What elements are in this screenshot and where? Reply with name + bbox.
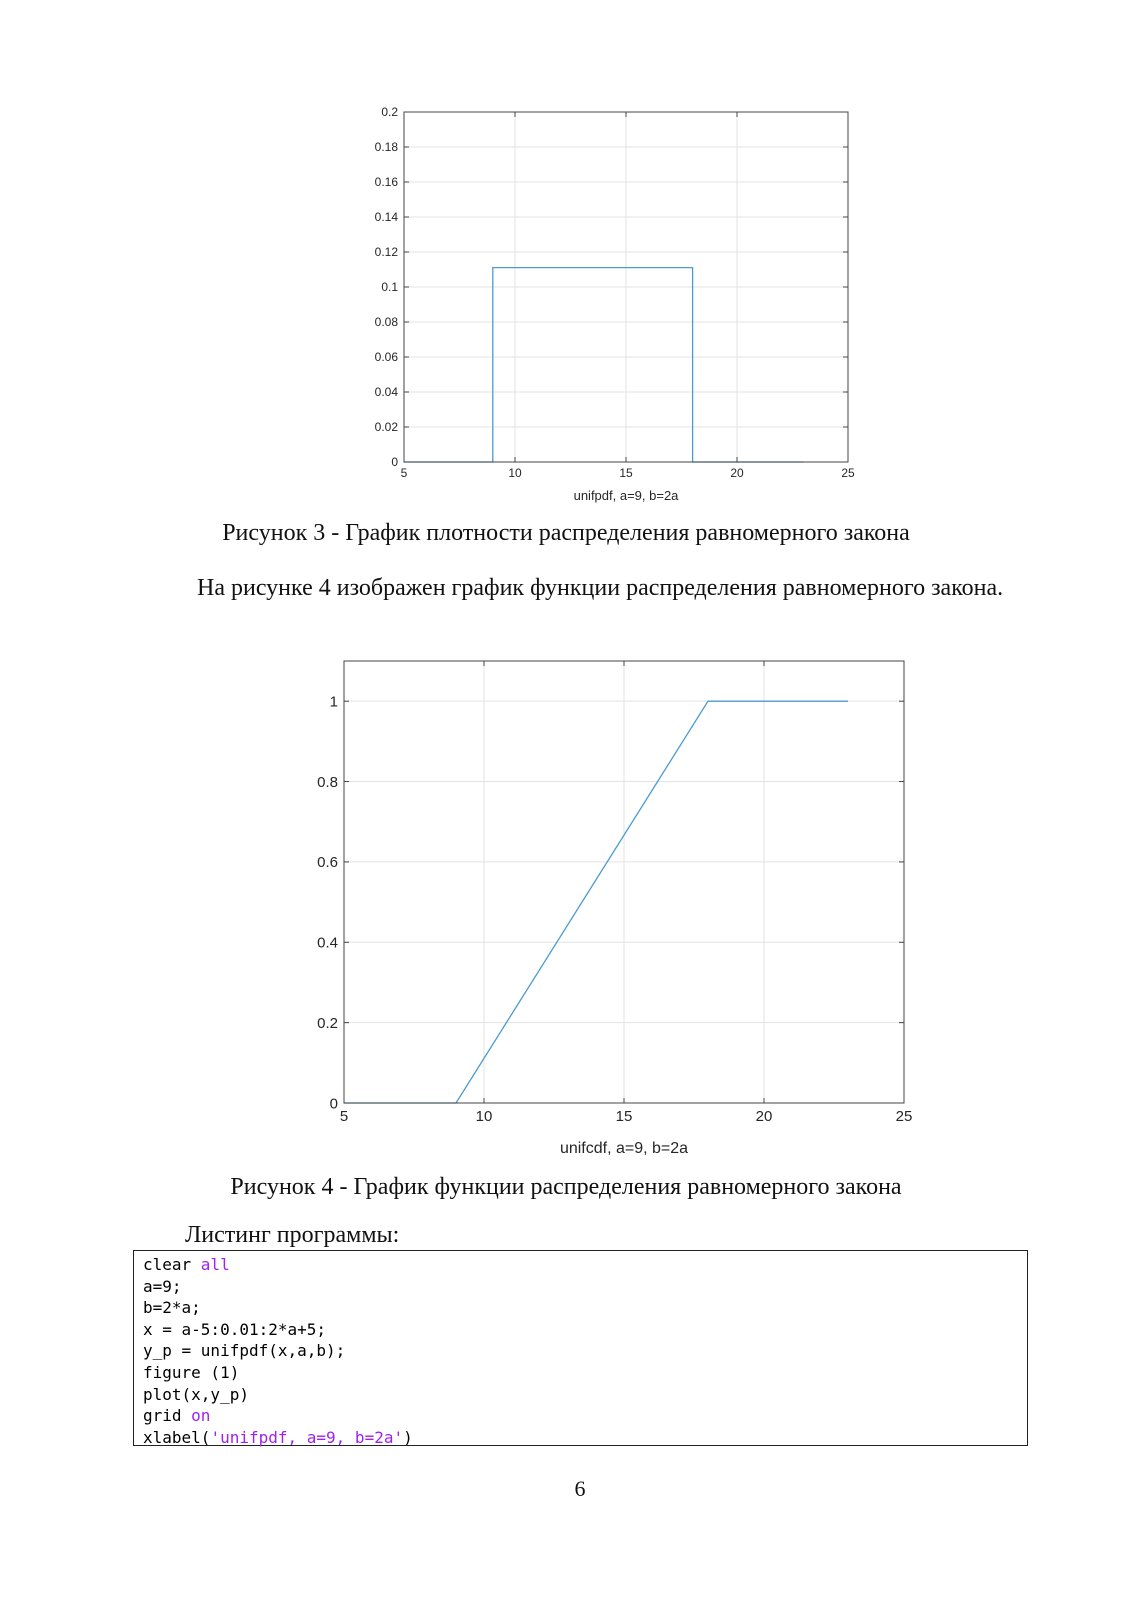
code-text: ) (403, 1427, 413, 1447)
x-tick-label: 10 (508, 466, 522, 480)
code-text: x = a-5:0.01:2*a+5; (143, 1319, 327, 1339)
y-tick-label: 1 (329, 693, 338, 711)
code-text: b=2*a; (143, 1298, 201, 1318)
code-text: grid (143, 1406, 192, 1426)
y-tick-label: 0.08 (374, 315, 398, 330)
code-text: xlabel( (143, 1427, 211, 1447)
y-tick-label: 0.14 (374, 210, 398, 225)
y-tick-label: 0 (329, 1095, 338, 1113)
figure-4-cdf-chart (0, 640, 1132, 1165)
x-tick-label: 20 (730, 466, 744, 480)
x-tick-label: 20 (755, 1108, 773, 1125)
code-line (143, 1297, 1018, 1319)
code-text: a=9; (143, 1276, 182, 1296)
figure-4-caption: Рисунок 4 - График функции распределения равномерного закона (230, 1174, 902, 1200)
body-paragraph (133, 566, 1029, 610)
x-tick-label: 15 (619, 466, 633, 480)
x-tick-label: 25 (841, 466, 855, 480)
page-number: 6 (574, 1476, 586, 1501)
code-line (143, 1362, 1018, 1384)
code-listing (133, 1250, 1028, 1446)
listing-title: Листинг программы: (185, 1222, 400, 1248)
y-tick-label: 0.02 (374, 420, 398, 435)
y-tick-label: 0.2 (317, 1014, 338, 1032)
figure-3-caption: Рисунок 3 - График плотности распределения равномерного закона (222, 520, 910, 546)
code-text: figure (1) (143, 1362, 240, 1382)
x-tick-label: 5 (400, 466, 408, 480)
code-line (143, 1254, 1018, 1276)
y-tick-label: 0.04 (374, 385, 398, 400)
code-line (143, 1276, 1018, 1298)
y-tick-label: 0.2 (381, 105, 398, 120)
y-tick-label: 0.16 (374, 175, 398, 190)
code-line (143, 1405, 1018, 1427)
code-text: plot(x,y_p) (143, 1384, 249, 1404)
x-tick-label: 10 (475, 1108, 493, 1125)
body-paragraph-text: На рисунке 4 изображен график функции распределения равномерного закона. (197, 575, 1004, 601)
code-line (143, 1340, 1018, 1362)
code-line (143, 1427, 1018, 1449)
y-tick-label: 0.06 (374, 350, 398, 365)
y-tick-label: 0.1 (381, 280, 398, 295)
y-tick-label: 0.4 (317, 934, 338, 952)
code-keyword: all (200, 1255, 230, 1274)
code-line (143, 1319, 1018, 1341)
y-tick-label: 0.12 (374, 245, 398, 260)
x-tick-label: 5 (339, 1108, 349, 1125)
code-text: y_p = unifpdf(x,a,b); (143, 1341, 346, 1361)
code-keyword: 'unifpdf, a=9, b=2a' (210, 1427, 404, 1447)
x-tick-label: 15 (615, 1108, 633, 1125)
code-keyword: on (191, 1406, 211, 1426)
code-text: clear (143, 1255, 201, 1274)
y-tick-label: 0.8 (317, 773, 338, 791)
y-tick-label: 0.18 (374, 140, 398, 155)
x-axis-label: unifpdf, a=9, b=2a (573, 488, 679, 503)
code-line (143, 1384, 1018, 1406)
y-tick-label: 0 (391, 455, 398, 470)
figure-3-pdf-chart (0, 0, 1132, 520)
x-tick-label: 25 (895, 1108, 913, 1125)
y-tick-label: 0.6 (317, 854, 338, 872)
x-axis-label: unifcdf, a=9, b=2a (559, 1140, 689, 1157)
